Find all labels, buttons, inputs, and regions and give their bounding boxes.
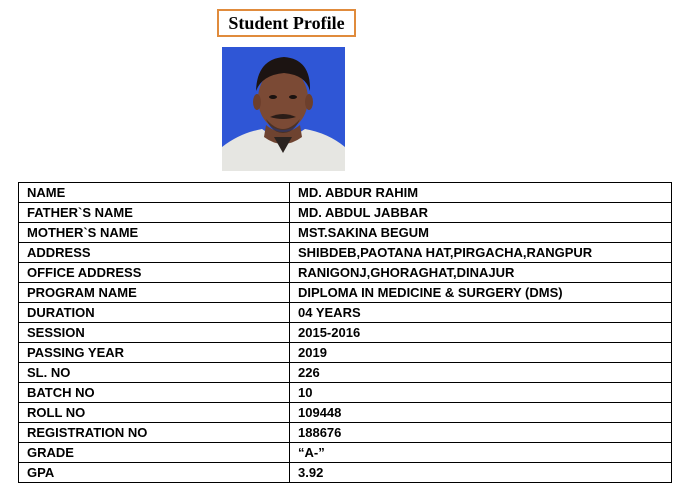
row-label: FATHER`S NAME	[19, 203, 290, 223]
row-value: SHIBDEB,PAOTANA HAT,PIRGACHA,RANGPUR	[290, 243, 672, 263]
table-row	[19, 423, 672, 443]
table-row	[19, 283, 672, 303]
table-row	[19, 463, 672, 483]
row-value: DIPLOMA IN MEDICINE & SURGERY (DMS)	[290, 283, 672, 303]
table-row	[19, 383, 672, 403]
table-row	[19, 243, 672, 263]
table-row	[19, 223, 672, 243]
row-value: 226	[290, 363, 672, 383]
row-value: MST.SAKINA BEGUM	[290, 223, 672, 243]
row-label: OFFICE ADDRESS	[19, 263, 290, 283]
row-value: MD. ABDUR RAHIM	[290, 183, 672, 203]
row-label: DURATION	[19, 303, 290, 323]
row-value: 109448	[290, 403, 672, 423]
row-value: 2019	[290, 343, 672, 363]
row-value: 10	[290, 383, 672, 403]
row-label: ADDRESS	[19, 243, 290, 263]
row-label: GRADE	[19, 443, 290, 463]
table-row	[19, 343, 672, 363]
row-value: RANIGONJ,GHORAGHAT,DINAJUR	[290, 263, 672, 283]
student-photo	[222, 47, 345, 171]
row-label: SESSION	[19, 323, 290, 343]
row-label: REGISTRATION NO	[19, 423, 290, 443]
row-label: MOTHER`S NAME	[19, 223, 290, 243]
row-value: 3.92	[290, 463, 672, 483]
row-label: BATCH NO	[19, 383, 290, 403]
row-label: ROLL NO	[19, 403, 290, 423]
row-value: MD. ABDUL JABBAR	[290, 203, 672, 223]
row-value: 2015-2016	[290, 323, 672, 343]
table-row	[19, 203, 672, 223]
profile-table	[18, 182, 672, 483]
row-value: 188676	[290, 423, 672, 443]
table-row	[19, 443, 672, 463]
row-label: GPA	[19, 463, 290, 483]
table-row	[19, 363, 672, 383]
table-row	[19, 183, 672, 203]
row-label: NAME	[19, 183, 290, 203]
row-label: PROGRAM NAME	[19, 283, 290, 303]
table-row	[19, 263, 672, 283]
table-row	[19, 403, 672, 423]
table-row	[19, 303, 672, 323]
page-title-box	[217, 9, 356, 37]
row-value: 04 YEARS	[290, 303, 672, 323]
row-value: “A-”	[290, 443, 672, 463]
table-row	[19, 323, 672, 343]
page-title: Student Profile	[228, 12, 345, 33]
row-label: PASSING YEAR	[19, 343, 290, 363]
row-label: SL. NO	[19, 363, 290, 383]
